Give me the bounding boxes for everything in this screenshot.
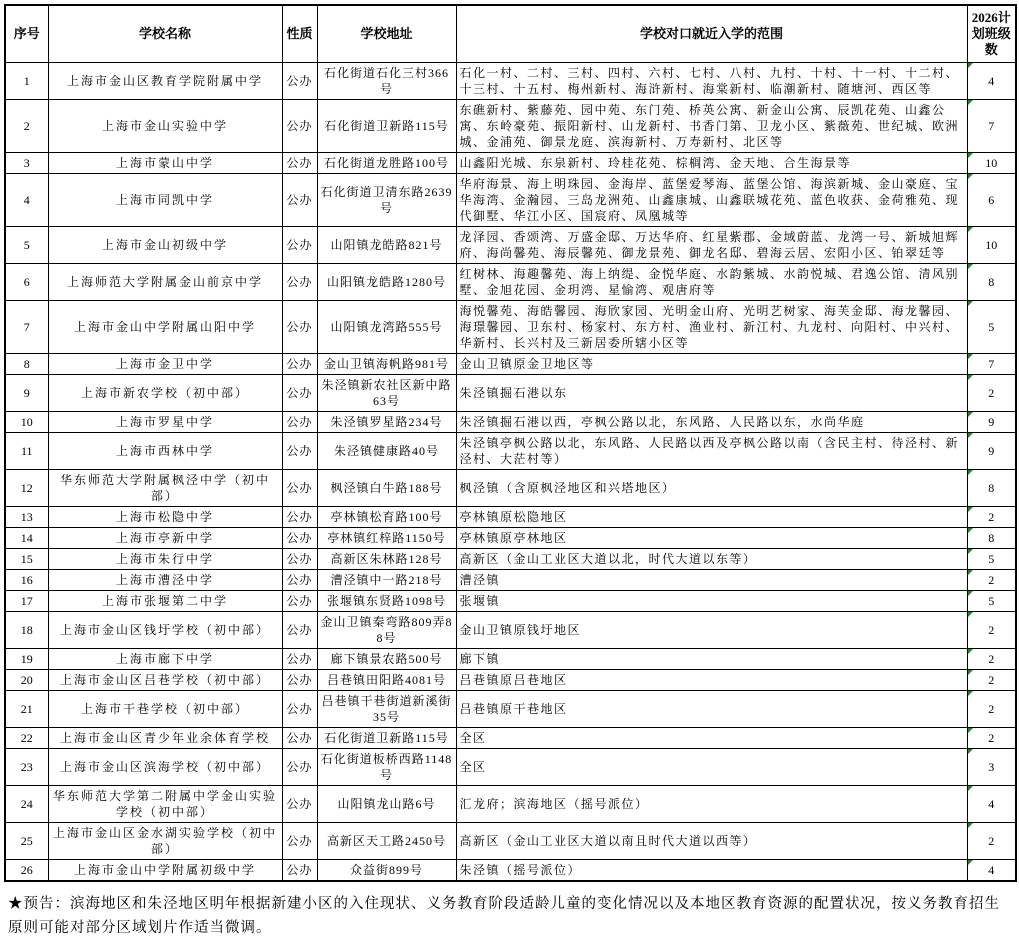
table-row bbox=[5, 354, 1016, 375]
cell-no: 3 bbox=[5, 153, 48, 174]
table-row bbox=[5, 507, 1016, 528]
cell-range: 朱泾镇亭枫公路以北，东风路、人民路以西及亭枫公路以南（含民主村、待泾村、新泾村、大茫村等） bbox=[456, 433, 967, 470]
cell-comment-triangle-icon bbox=[968, 570, 973, 575]
cell-range: 廊下镇 bbox=[456, 649, 967, 670]
cell-range: 全区 bbox=[456, 749, 967, 786]
cell-range: 金山卫镇原钱圩地区 bbox=[456, 612, 967, 649]
cell-school-name: 上海市朱行中学 bbox=[48, 549, 282, 570]
class-count: 3 bbox=[988, 760, 995, 774]
cell-classes bbox=[967, 354, 1016, 375]
class-count: 5 bbox=[988, 552, 995, 566]
class-count: 4 bbox=[988, 74, 995, 88]
cell-classes bbox=[967, 612, 1016, 649]
cell-school-name: 上海市亭新中学 bbox=[48, 528, 282, 549]
cell-comment-triangle-icon bbox=[968, 549, 973, 554]
cell-school-name: 上海市张堰第二中学 bbox=[48, 591, 282, 612]
column-header-school-name: 学校名称 bbox=[48, 5, 282, 63]
cell-comment-triangle-icon bbox=[968, 153, 973, 158]
column-header-type: 性质 bbox=[282, 5, 317, 63]
cell-school-name: 上海市金山区钱圩学校（初中部） bbox=[48, 612, 282, 649]
cell-classes bbox=[967, 691, 1016, 728]
cell-no: 1 bbox=[5, 63, 48, 100]
cell-type: 公办 bbox=[282, 100, 317, 153]
table-row bbox=[5, 549, 1016, 570]
table-row bbox=[5, 227, 1016, 264]
cell-school-name: 上海市金山中学附属山阳中学 bbox=[48, 301, 282, 354]
class-count: 10 bbox=[985, 156, 998, 170]
cell-no: 19 bbox=[5, 649, 48, 670]
cell-address: 亭林镇松育路100号 bbox=[317, 507, 456, 528]
cell-classes bbox=[967, 670, 1016, 691]
cell-no: 23 bbox=[5, 749, 48, 786]
cell-no: 4 bbox=[5, 174, 48, 227]
column-header-range: 学校对口就近入学的范围 bbox=[456, 5, 967, 63]
class-count: 8 bbox=[988, 481, 995, 495]
cell-school-name: 上海市金山区吕巷学校（初中部） bbox=[48, 670, 282, 691]
cell-range: 汇龙府；滨海地区（摇号派位） bbox=[456, 786, 967, 823]
cell-range: 亭林镇原松隐地区 bbox=[456, 507, 967, 528]
cell-type: 公办 bbox=[282, 528, 317, 549]
table-row bbox=[5, 728, 1016, 749]
cell-range: 朱泾镇掘石港以东 bbox=[456, 375, 967, 412]
class-count: 2 bbox=[988, 673, 995, 687]
cell-range: 龙泽园、香颂湾、万盛金邸、万达华府、红星紫郡、金域蔚蓝、龙湾一号、新城旭辉府、海尚馨苑、海辰馨苑、御龙景苑、御龙名邸、碧海云居、宏阳小区、铂翠廷等 bbox=[456, 227, 967, 264]
cell-school-name: 上海市金山区青少年业余体育学校 bbox=[48, 728, 282, 749]
cell-range: 漕泾镇 bbox=[456, 570, 967, 591]
cell-type: 公办 bbox=[282, 174, 317, 227]
table-row bbox=[5, 823, 1016, 860]
cell-type: 公办 bbox=[282, 786, 317, 823]
cell-range: 张堰镇 bbox=[456, 591, 967, 612]
cell-address: 众益街899号 bbox=[317, 860, 456, 882]
cell-type: 公办 bbox=[282, 649, 317, 670]
cell-no: 15 bbox=[5, 549, 48, 570]
cell-address: 吕巷镇干巷街道新溪街35号 bbox=[317, 691, 456, 728]
cell-school-name: 上海市金山初级中学 bbox=[48, 227, 282, 264]
cell-address: 石化街道卫新路115号 bbox=[317, 728, 456, 749]
cell-school-name: 上海市西林中学 bbox=[48, 433, 282, 470]
cell-classes bbox=[967, 470, 1016, 507]
cell-no: 22 bbox=[5, 728, 48, 749]
cell-classes bbox=[967, 549, 1016, 570]
cell-range: 亭林镇原亭林地区 bbox=[456, 528, 967, 549]
forecast-note: ★预告：滨海地区和朱泾地区明年根据新建小区的入住现状、义务教育阶段适龄儿童的变化情况以及本地区教育资源的配置状况，按义务教育招生原则可能对部分区域划片作适当微调。 bbox=[8, 896, 1000, 936]
cell-address: 金山卫镇海帆路981号 bbox=[317, 354, 456, 375]
cell-type: 公办 bbox=[282, 591, 317, 612]
class-count: 4 bbox=[988, 797, 995, 811]
header-row bbox=[5, 5, 1016, 63]
cell-address: 高新区天工路2450号 bbox=[317, 823, 456, 860]
cell-address: 朱泾镇新农社区新中路63号 bbox=[317, 375, 456, 412]
cell-address: 漕泾镇中一路218号 bbox=[317, 570, 456, 591]
cell-classes bbox=[967, 153, 1016, 174]
cell-school-name: 上海市同凯中学 bbox=[48, 174, 282, 227]
cell-no: 20 bbox=[5, 670, 48, 691]
cell-classes bbox=[967, 507, 1016, 528]
cell-school-name: 上海市蒙山中学 bbox=[48, 153, 282, 174]
table-row bbox=[5, 691, 1016, 728]
cell-address: 石化街道卫清东路2639号 bbox=[317, 174, 456, 227]
column-header-address: 学校地址 bbox=[317, 5, 456, 63]
cell-no: 16 bbox=[5, 570, 48, 591]
cell-comment-triangle-icon bbox=[968, 670, 973, 675]
table-row bbox=[5, 433, 1016, 470]
cell-classes bbox=[967, 786, 1016, 823]
cell-range: 华府海景、海上明珠园、金海岸、蓝堡爱琴海、蓝堡公馆、海滨新城、金山豪庭、宝华海湾、金瀚园、三岛龙洲苑、山鑫康城、山鑫联城花苑、蓝色收获、金荷雅苑、现代御墅、华江小区、国宸府、凤凰城等 bbox=[456, 174, 967, 227]
cell-address: 山阳镇龙皓路1280号 bbox=[317, 264, 456, 301]
cell-classes bbox=[967, 649, 1016, 670]
cell-school-name: 上海师范大学附属金山前京中学 bbox=[48, 264, 282, 301]
cell-range: 吕巷镇原吕巷地区 bbox=[456, 670, 967, 691]
class-count: 9 bbox=[988, 444, 995, 458]
cell-school-name: 上海市金山实验中学 bbox=[48, 100, 282, 153]
table-row bbox=[5, 174, 1016, 227]
table-row bbox=[5, 670, 1016, 691]
cell-no: 8 bbox=[5, 354, 48, 375]
column-header-no: 序号 bbox=[5, 5, 48, 63]
cell-no: 26 bbox=[5, 860, 48, 882]
cell-comment-triangle-icon bbox=[968, 227, 973, 232]
cell-school-name: 上海市金山区金水湖实验学校（初中部） bbox=[48, 823, 282, 860]
table-row bbox=[5, 470, 1016, 507]
class-count: 2 bbox=[988, 834, 995, 848]
cell-no: 25 bbox=[5, 823, 48, 860]
table-row bbox=[5, 649, 1016, 670]
cell-classes bbox=[967, 227, 1016, 264]
class-count: 2 bbox=[988, 510, 995, 524]
cell-no: 11 bbox=[5, 433, 48, 470]
table-row bbox=[5, 153, 1016, 174]
cell-address: 枫泾镇白牛路188号 bbox=[317, 470, 456, 507]
table-row bbox=[5, 612, 1016, 649]
cell-classes bbox=[967, 528, 1016, 549]
table-row bbox=[5, 786, 1016, 823]
cell-classes bbox=[967, 174, 1016, 227]
cell-comment-triangle-icon bbox=[968, 174, 973, 179]
table-row bbox=[5, 749, 1016, 786]
class-count: 2 bbox=[988, 731, 995, 745]
cell-range: 高新区（金山工业区大道以北，时代大道以东等） bbox=[456, 549, 967, 570]
cell-classes bbox=[967, 301, 1016, 354]
cell-address: 山阳镇龙湾路555号 bbox=[317, 301, 456, 354]
cell-type: 公办 bbox=[282, 412, 317, 433]
cell-classes bbox=[967, 591, 1016, 612]
table-row bbox=[5, 412, 1016, 433]
cell-classes bbox=[967, 63, 1016, 100]
cell-comment-triangle-icon bbox=[968, 301, 973, 306]
class-count: 7 bbox=[988, 357, 995, 371]
cell-comment-triangle-icon bbox=[968, 860, 973, 865]
cell-classes bbox=[967, 570, 1016, 591]
cell-address: 金山卫镇秦弯路809弄88号 bbox=[317, 612, 456, 649]
cell-address: 吕巷镇田阳路4081号 bbox=[317, 670, 456, 691]
cell-range: 海悦馨苑、海皓馨园、海欣家园、光明金山府、光明艺树家、海芙金邸、海龙馨园、海璟馨园、卫东村、杨家村、东方村、渔业村、新江村、九龙村、向阳村、中兴村、华新村、长兴村及三新居委所辖小区等 bbox=[456, 301, 967, 354]
cell-comment-triangle-icon bbox=[968, 470, 973, 475]
cell-type: 公办 bbox=[282, 354, 317, 375]
class-count: 9 bbox=[988, 415, 995, 429]
cell-comment-triangle-icon bbox=[968, 612, 973, 617]
cell-type: 公办 bbox=[282, 670, 317, 691]
cell-range: 高新区（金山工业区大道以南且时代大道以西等） bbox=[456, 823, 967, 860]
cell-school-name: 上海市金山区滨海学校（初中部） bbox=[48, 749, 282, 786]
cell-classes bbox=[967, 412, 1016, 433]
cell-comment-triangle-icon bbox=[968, 264, 973, 269]
cell-no: 12 bbox=[5, 470, 48, 507]
cell-type: 公办 bbox=[282, 691, 317, 728]
cell-comment-triangle-icon bbox=[968, 100, 973, 105]
cell-type: 公办 bbox=[282, 823, 317, 860]
class-count: 8 bbox=[988, 275, 995, 289]
cell-no: 10 bbox=[5, 412, 48, 433]
cell-classes bbox=[967, 100, 1016, 153]
column-header-classes: 2026计划班级数 bbox=[967, 5, 1016, 63]
cell-comment-triangle-icon bbox=[968, 786, 973, 791]
cell-school-name: 上海市金卫中学 bbox=[48, 354, 282, 375]
cell-type: 公办 bbox=[282, 570, 317, 591]
cell-no: 7 bbox=[5, 301, 48, 354]
class-count: 2 bbox=[988, 386, 995, 400]
table-row bbox=[5, 570, 1016, 591]
cell-range: 金山卫镇原金卫地区等 bbox=[456, 354, 967, 375]
cell-school-name: 上海市新农学校（初中部） bbox=[48, 375, 282, 412]
class-count: 6 bbox=[988, 193, 995, 207]
cell-school-name: 华东师范大学第二附属中学金山实验学校（初中部） bbox=[48, 786, 282, 823]
enrollment-table bbox=[4, 4, 1017, 882]
cell-type: 公办 bbox=[282, 153, 317, 174]
cell-school-name: 上海市金山区教育学院附属中学 bbox=[48, 63, 282, 100]
cell-classes bbox=[967, 860, 1016, 882]
cell-classes bbox=[967, 375, 1016, 412]
cell-no: 21 bbox=[5, 691, 48, 728]
table-row bbox=[5, 301, 1016, 354]
cell-address: 朱泾镇健康路40号 bbox=[317, 433, 456, 470]
cell-comment-triangle-icon bbox=[968, 375, 973, 380]
class-count: 5 bbox=[988, 320, 995, 334]
cell-type: 公办 bbox=[282, 470, 317, 507]
cell-address: 高新区朱林路128号 bbox=[317, 549, 456, 570]
cell-classes bbox=[967, 823, 1016, 860]
cell-type: 公办 bbox=[282, 301, 317, 354]
cell-range: 山鑫阳光城、东泉新村、玲桂花苑、棕榈湾、金天地、合生海景等 bbox=[456, 153, 967, 174]
cell-no: 2 bbox=[5, 100, 48, 153]
cell-school-name: 华东师范大学附属枫泾中学（初中部） bbox=[48, 470, 282, 507]
cell-no: 5 bbox=[5, 227, 48, 264]
table-row bbox=[5, 63, 1016, 100]
cell-type: 公办 bbox=[282, 728, 317, 749]
cell-school-name: 上海市干巷学校（初中部） bbox=[48, 691, 282, 728]
class-count: 2 bbox=[988, 652, 995, 666]
cell-comment-triangle-icon bbox=[968, 528, 973, 533]
cell-address: 石化街道板桥西路1148号 bbox=[317, 749, 456, 786]
cell-address: 张堰镇东贤路1098号 bbox=[317, 591, 456, 612]
cell-no: 13 bbox=[5, 507, 48, 528]
cell-school-name: 上海市罗星中学 bbox=[48, 412, 282, 433]
table-row bbox=[5, 100, 1016, 153]
table-row bbox=[5, 264, 1016, 301]
class-count: 10 bbox=[985, 238, 998, 252]
cell-no: 6 bbox=[5, 264, 48, 301]
cell-address: 廊下镇景农路500号 bbox=[317, 649, 456, 670]
table-row bbox=[5, 591, 1016, 612]
cell-range: 红树林、海趣馨苑、海上纳缇、金悦华庭、水韵紫城、水韵悦城、君逸公馆、清风别墅、金旭花园、金玥湾、星愉湾、观唐府等 bbox=[456, 264, 967, 301]
cell-no: 24 bbox=[5, 786, 48, 823]
cell-address: 山阳镇龙皓路821号 bbox=[317, 227, 456, 264]
class-count: 2 bbox=[988, 623, 995, 637]
cell-type: 公办 bbox=[282, 264, 317, 301]
class-count: 8 bbox=[988, 531, 995, 545]
table-row bbox=[5, 528, 1016, 549]
class-count: 2 bbox=[988, 702, 995, 716]
cell-comment-triangle-icon bbox=[968, 823, 973, 828]
cell-school-name: 上海市漕泾中学 bbox=[48, 570, 282, 591]
cell-school-name: 上海市松隐中学 bbox=[48, 507, 282, 528]
cell-comment-triangle-icon bbox=[968, 591, 973, 596]
class-count: 4 bbox=[988, 863, 995, 877]
cell-type: 公办 bbox=[282, 507, 317, 528]
cell-type: 公办 bbox=[282, 749, 317, 786]
cell-address: 石化街道龙胜路100号 bbox=[317, 153, 456, 174]
table-row bbox=[5, 375, 1016, 412]
cell-classes bbox=[967, 728, 1016, 749]
cell-address: 亭林镇红梓路1150号 bbox=[317, 528, 456, 549]
cell-school-name: 上海市金山中学附属初级中学 bbox=[48, 860, 282, 882]
table-row bbox=[5, 860, 1016, 882]
cell-range: 东礁新村、紫藤苑、园中苑、东门苑、桥英公寓、新金山公寓、辰凯花苑、山鑫公寓、东岭豪苑、振阳新村、山龙新村、书香门第、卫龙小区、紫薇苑、世纪城、欧洲城、金浦苑、御景龙庭、滨海新村、万寿新村、北区等 bbox=[456, 100, 967, 153]
cell-no: 9 bbox=[5, 375, 48, 412]
cell-range: 枫泾镇（含原枫泾地区和兴塔地区） bbox=[456, 470, 967, 507]
cell-no: 14 bbox=[5, 528, 48, 549]
cell-type: 公办 bbox=[282, 63, 317, 100]
cell-type: 公办 bbox=[282, 227, 317, 264]
cell-comment-triangle-icon bbox=[968, 749, 973, 754]
cell-comment-triangle-icon bbox=[968, 728, 973, 733]
cell-address: 石化街道卫新路115号 bbox=[317, 100, 456, 153]
cell-classes bbox=[967, 433, 1016, 470]
cell-classes bbox=[967, 264, 1016, 301]
class-count: 7 bbox=[988, 119, 995, 133]
cell-type: 公办 bbox=[282, 612, 317, 649]
cell-range: 吕巷镇原干巷地区 bbox=[456, 691, 967, 728]
cell-range: 石化一村、二村、三村、四村、六村、七村、八村、九村、十村、十一村、十二村、十三村、十五村、梅州新村、海浒新村、海棠新村、临潮新村、随塘河、西区等 bbox=[456, 63, 967, 100]
cell-comment-triangle-icon bbox=[968, 649, 973, 654]
cell-school-name: 上海市廊下中学 bbox=[48, 649, 282, 670]
cell-address: 朱泾镇罗星路234号 bbox=[317, 412, 456, 433]
cell-no: 18 bbox=[5, 612, 48, 649]
cell-no: 17 bbox=[5, 591, 48, 612]
cell-comment-triangle-icon bbox=[968, 433, 973, 438]
cell-comment-triangle-icon bbox=[968, 63, 973, 68]
cell-address: 石化街道石化三村366号 bbox=[317, 63, 456, 100]
class-count: 5 bbox=[988, 594, 995, 608]
cell-comment-triangle-icon bbox=[968, 412, 973, 417]
cell-type: 公办 bbox=[282, 375, 317, 412]
cell-range: 朱泾镇（摇号派位） bbox=[456, 860, 967, 882]
cell-comment-triangle-icon bbox=[968, 507, 973, 512]
cell-comment-triangle-icon bbox=[968, 691, 973, 696]
cell-address: 山阳镇龙山路6号 bbox=[317, 786, 456, 823]
cell-type: 公办 bbox=[282, 549, 317, 570]
cell-comment-triangle-icon bbox=[968, 354, 973, 359]
cell-type: 公办 bbox=[282, 433, 317, 470]
cell-type: 公办 bbox=[282, 860, 317, 882]
class-count: 2 bbox=[988, 573, 995, 587]
cell-range: 朱泾镇掘石港以西，亭枫公路以北，东风路、人民路以东，水尚华庭 bbox=[456, 412, 967, 433]
cell-classes bbox=[967, 749, 1016, 786]
cell-range: 全区 bbox=[456, 728, 967, 749]
